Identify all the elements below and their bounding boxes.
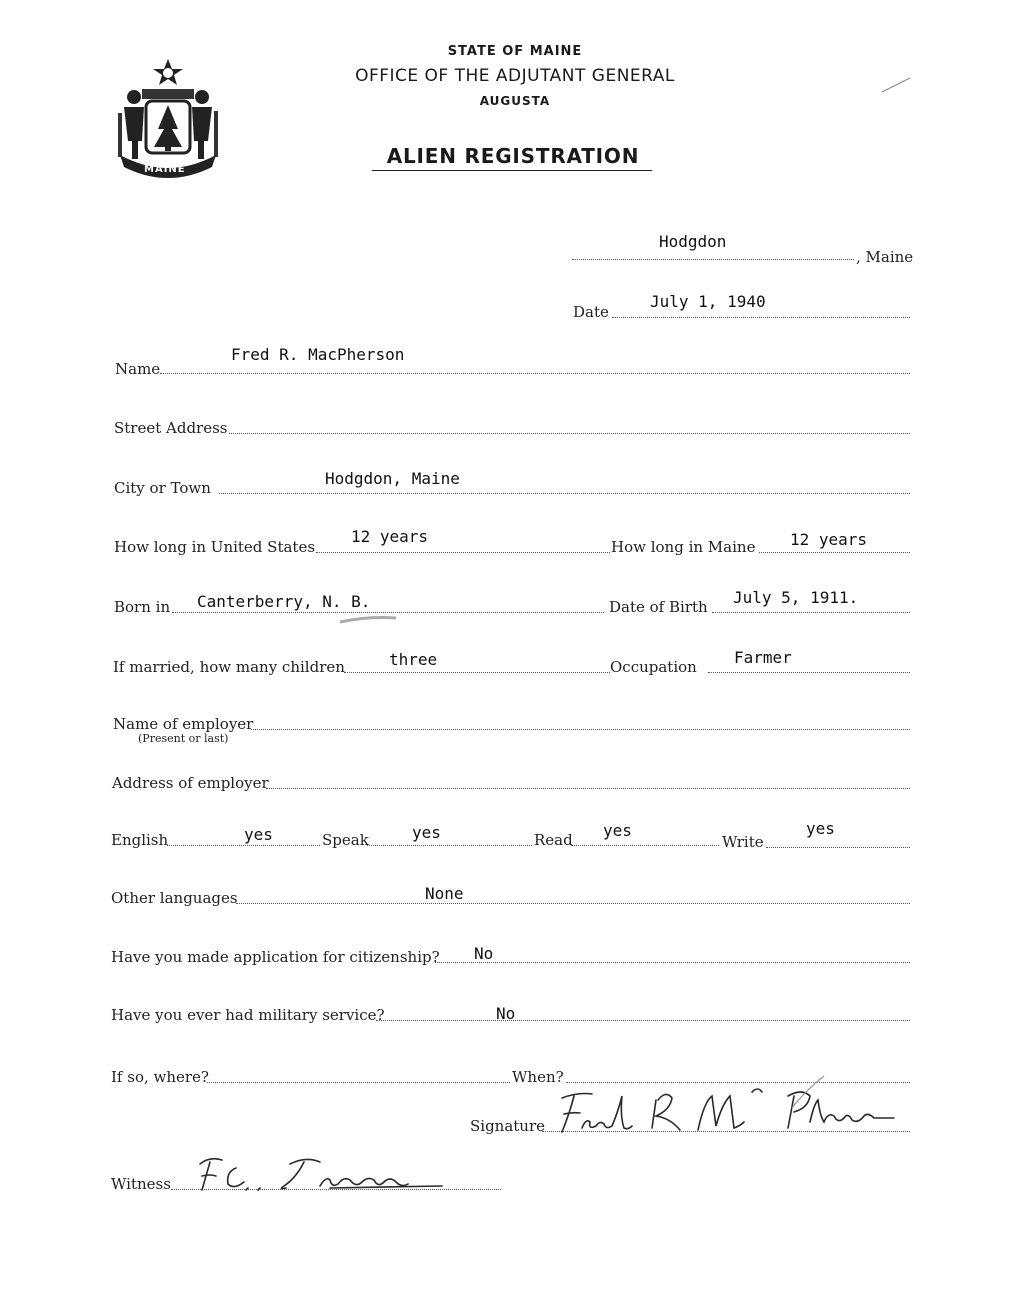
english-value: yes bbox=[244, 825, 273, 844]
employer-address-label: Address of employer bbox=[112, 774, 269, 792]
how-long-maine-value: 12 years bbox=[790, 530, 868, 549]
date-of-birth-label: Date of Birth bbox=[609, 598, 708, 616]
title-underline bbox=[372, 170, 652, 171]
header-city: AUGUSTA bbox=[479, 94, 551, 108]
how-long-us-dots bbox=[316, 552, 610, 553]
how-long-maine-label: How long in Maine bbox=[611, 538, 756, 556]
military-dots bbox=[376, 1020, 910, 1021]
street-dots bbox=[229, 433, 910, 434]
city-town-dots bbox=[219, 493, 910, 494]
header-office: OFFICE OF THE ADJUTANT GENERAL bbox=[355, 66, 675, 86]
read-dots bbox=[571, 845, 719, 846]
occupation-value: Farmer bbox=[734, 648, 792, 667]
employer-address-dots bbox=[266, 788, 910, 789]
signature-handwriting bbox=[548, 1082, 898, 1138]
write-label: Write bbox=[722, 833, 764, 851]
name-label: Name bbox=[115, 360, 161, 378]
header-state: STATE OF MAINE bbox=[447, 44, 583, 59]
english-dots bbox=[167, 845, 320, 846]
place-dots bbox=[572, 259, 854, 260]
street-label: Street Address bbox=[114, 419, 228, 437]
witness-label: Witness bbox=[111, 1175, 171, 1193]
other-languages-label: Other languages bbox=[111, 889, 238, 907]
date-of-birth-value: July 5, 1911. bbox=[733, 588, 859, 607]
city-town-value: Hodgdon, Maine bbox=[325, 469, 460, 488]
speak-label: Speak bbox=[322, 831, 369, 849]
date-dots bbox=[612, 317, 910, 318]
if-so-where-dots bbox=[207, 1082, 510, 1083]
citizenship-value: No bbox=[474, 944, 494, 963]
born-in-value: Canterberry, N. B. bbox=[197, 592, 371, 611]
other-languages-value: None bbox=[425, 884, 464, 903]
witness-handwriting bbox=[180, 1150, 470, 1196]
citizenship-dots bbox=[435, 962, 910, 963]
name-value: Fred R. MacPherson bbox=[231, 345, 405, 364]
pencil-tick-mark bbox=[880, 76, 912, 96]
english-label: English bbox=[111, 831, 169, 849]
military-value: No bbox=[496, 1004, 516, 1023]
how-long-us-label: How long in United States bbox=[114, 538, 316, 556]
occupation-dots bbox=[708, 672, 910, 673]
signature-label: Signature bbox=[470, 1117, 546, 1135]
place-value: Hodgdon bbox=[659, 232, 727, 251]
employer-sublabel: (Present or last) bbox=[138, 732, 229, 745]
date-label: Date bbox=[573, 303, 609, 321]
children-value: three bbox=[389, 650, 438, 669]
born-in-label: Born in bbox=[114, 598, 171, 616]
how-long-maine-dots bbox=[759, 552, 910, 553]
speak-dots bbox=[367, 845, 532, 846]
children-label: If married, how many children bbox=[113, 658, 345, 676]
form-title: ALIEN REGISTRATION bbox=[386, 144, 640, 168]
children-dots bbox=[344, 672, 610, 673]
speak-value: yes bbox=[412, 823, 441, 842]
how-long-us-value: 12 years bbox=[351, 527, 429, 546]
read-value: yes bbox=[603, 821, 632, 840]
when-label: When? bbox=[512, 1068, 564, 1086]
military-label: Have you ever had military service? bbox=[111, 1006, 385, 1024]
name-dots bbox=[160, 373, 910, 374]
date-of-birth-dots bbox=[712, 612, 910, 613]
born-in-dots bbox=[172, 612, 604, 613]
citizenship-label: Have you made application for citizenship? bbox=[111, 948, 440, 966]
if-so-where-label: If so, where? bbox=[111, 1068, 209, 1086]
write-value: yes bbox=[806, 819, 835, 838]
other-languages-dots bbox=[236, 903, 910, 904]
date-value: July 1, 1940 bbox=[650, 292, 766, 311]
city-town-label: City or Town bbox=[114, 479, 211, 497]
seal-lettering: MAINE bbox=[144, 164, 186, 175]
write-dots bbox=[766, 847, 910, 848]
occupation-label: Occupation bbox=[610, 658, 697, 676]
place-suffix: , Maine bbox=[856, 248, 914, 266]
read-label: Read bbox=[534, 831, 573, 849]
pencil-check-mark bbox=[788, 1074, 828, 1110]
pencil-smudge bbox=[338, 614, 398, 626]
employer-label: Name of employer bbox=[113, 715, 254, 733]
employer-dots bbox=[251, 729, 910, 730]
